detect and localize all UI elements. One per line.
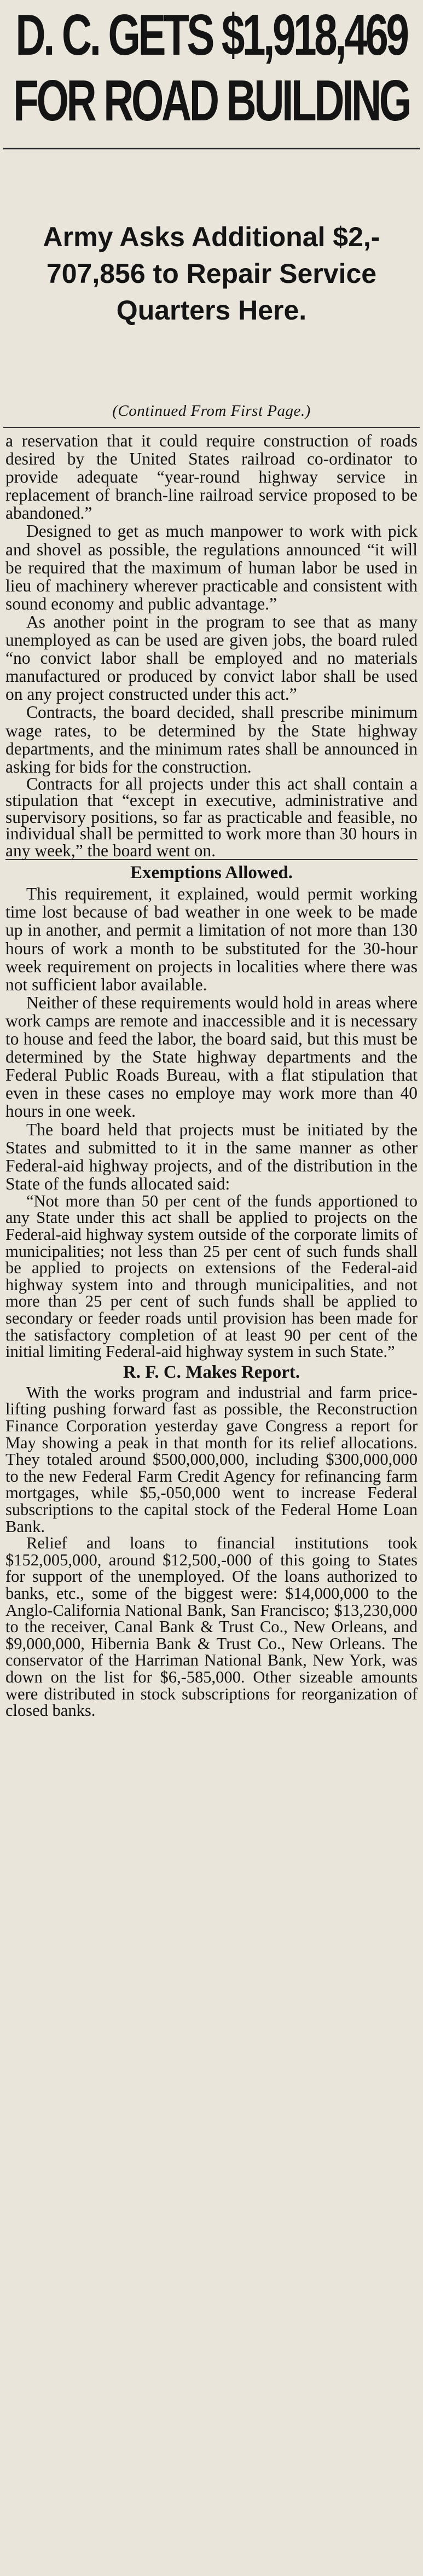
- paragraph: Relief and loans to financial institutions took $152,005,000, around $12,500,-000 of this going to States for support of the unemployed. Of the loans authorized to banks, etc., some of the biggest were: $14,000,000 to the Anglo-California National Bank, San Francisco; $13,230,000 to the receiver, Canal Bank & Trust Co., New Orleans, and $9,000,000, Hibernia Bank & Trust Co., New Orleans. The conservator of the Harriman National Bank, New York, was down on the list for $6,-585,000. Other sizeable amounts were distributed in stock subscriptions for reorganization of closed banks.: [5, 1534, 418, 1720]
- paragraph: “Not more than 50 per cent of the funds apportioned to any State under this act shall be applied to projects on the Federal-aid highway system outside of the corporate limits of municipalities; not less than 25 per cent of such funds shall be applied to projects on extensions of the Federal-aid highway system into and through municipalities, and not more than 25 per cent of such funds shall be applied to secondary or feeder roads until provision has been made for the satisfactory completion of at least 90 per cent of the initial limiting Federal-aid highway system in such State.”: [5, 1191, 418, 1361]
- continued-rule: [3, 427, 420, 428]
- paragraph: a reservation that it could require construction of roads desired by the United States railroad co-ordinator to provide adequate “year-round highway service in replacement of branch-line railroad service proposed to be abandoned.”: [5, 431, 418, 523]
- paragraph: Contracts, the board decided, shall prescribe minimum wage rates, to be determined by the State highway departments, and the minimum rates shall be announced in asking for bids for the construction.: [5, 703, 418, 776]
- paragraph: Designed to get as much manpower to work with pick and shovel as possible, the regulations announced “it will be required that the maximum of human labor be used in lieu of machinery wherever practicable and consistent with sound economy and public advantage.”: [5, 521, 418, 613]
- deck-line-2: 707,856 to Repair Service: [46, 258, 377, 289]
- section-heading-rfc-report: R. F. C. Makes Report.: [123, 1362, 300, 1382]
- deck-line-1: Army Asks Additional $2,-: [43, 222, 380, 252]
- headline-rule: [3, 148, 420, 149]
- headline: [2, 0, 420, 134]
- paragraph: As another point in the program to see that as many unemployed as can be used are given jobs, the board ruled “no convict labor shall be employed and no materials manufactured or produced by convict labor shall be used on any project constructed under this act.”: [5, 612, 418, 704]
- section-heading-exemptions: Exemptions Allowed.: [130, 863, 293, 883]
- deck-headline: [3, 219, 420, 329]
- paragraph: Contracts for all projects under this act shall contain a stipulation that “except in executive, administrative and supervisory positions, so far as practicable and feasible, no individual shall be permitted to work more than 30 hours in any week,” the board went on.: [5, 774, 418, 860]
- continued-notice: (Continued From First Page.): [112, 402, 311, 420]
- deck-line-3: Quarters Here.: [116, 295, 307, 326]
- headline-line-2: FOR ROAD BUILDING: [13, 68, 409, 133]
- paragraph: With the works program and industrial and farm price-lifting pushing forward fast as possible, the Reconstruction Finance Corporation yesterday gave Congress a report for May showing a peak in that month for its relief allocations. They totaled around $500,000,000, including $300,000,000 to the new Federal Farm Credit Agency for refinancing farm mortgages, while $5,-050,000 went to increase Federal subscriptions to the capital stock of the Federal Home Loan Bank.: [5, 1383, 418, 1536]
- headline-line-1: D. C. GETS $1,918,469: [15, 3, 407, 67]
- article-body: [5, 432, 418, 1719]
- paragraph: This requirement, it explained, would permit working time lost because of bad weather in one week to be made up in another, and permit a limitation of not more than 130 hours of work a month to be substituted for the 30-hour week requirement on projects in localities where there was not sufficient labor available.: [5, 884, 418, 994]
- paragraph: The board held that projects must be initiated by the States and submitted to it in the same manner as other Federal-aid highway projects, and of the distribution in the State of the funds allocated said:: [5, 1119, 418, 1193]
- paragraph: Neither of these requirements would hold in areas where work camps are remote and inaccessible and it is necessary to house and feed the labor, the board said, but this must be determined by the State highway departments and the Federal Public Roads Bureau, with a flat stipulation that even in these cases no employe may work more than 40 hours in one week.: [5, 993, 418, 1121]
